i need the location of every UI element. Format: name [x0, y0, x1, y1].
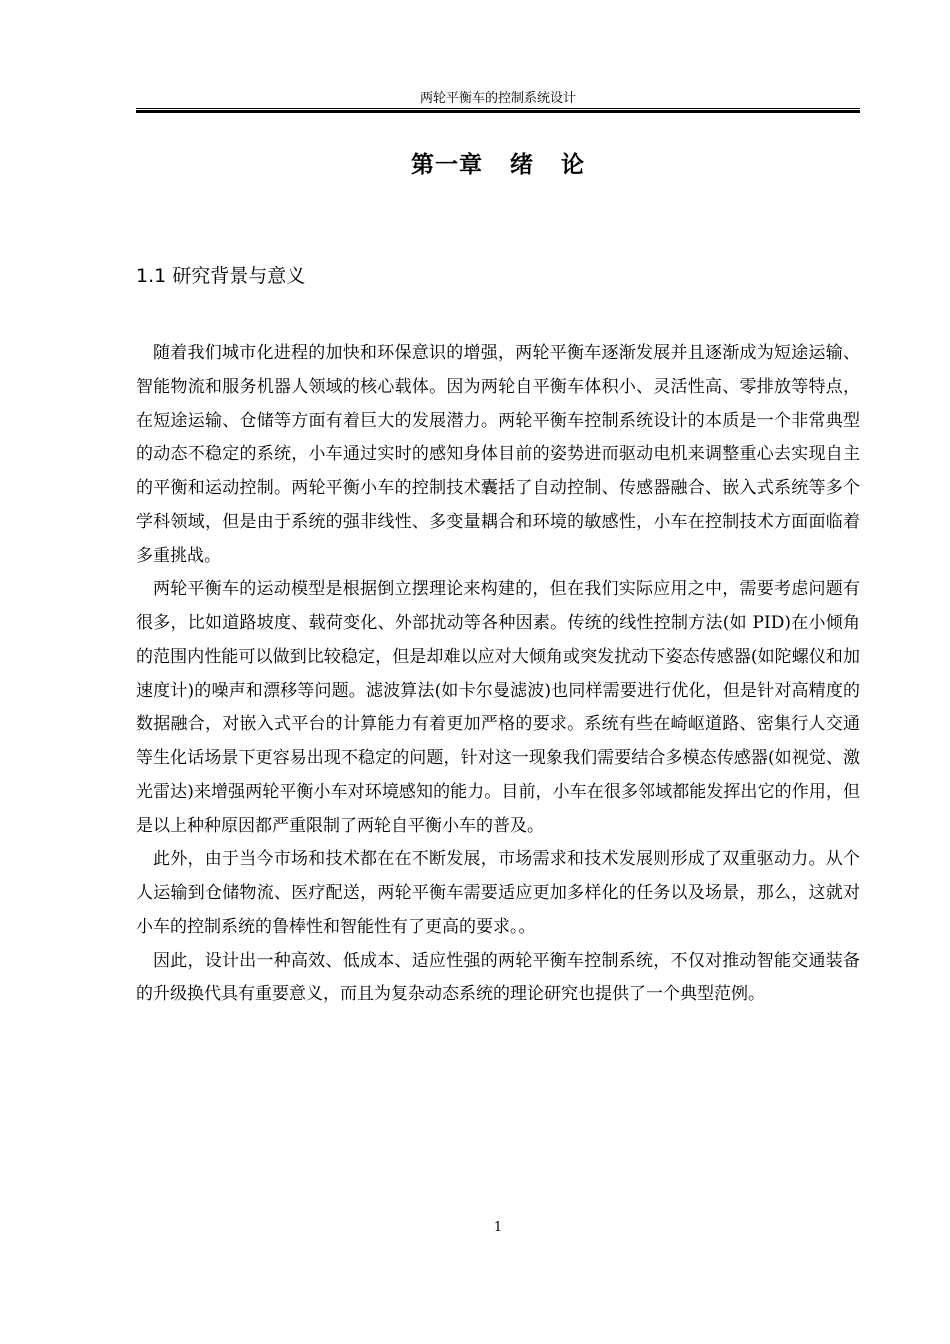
body-text [136, 337, 860, 1012]
paragraph: 此外，由于当今市场和技术都在在不断发展，市场需求和技术发展则形成了双重驱动力。从个人运输到仓储物流、医疗配送，两轮平衡车需要适应更加多样化的任务以及场景，那么，这就对小车的控制系统的鲁棒性和智能性有了更高的要求。。 [136, 849, 860, 937]
page-number: 1 [493, 1220, 503, 1235]
paragraph: 随着我们城市化进程的加快和环保意识的增强，两轮平衡车逐渐发展并且逐渐成为短途运输、智能物流和服务机器人领域的核心载体。因为两轮自平衡车体积小、灵活性高、零排放等特点，在短途运输、仓储等方面有着巨大的发展潜力。两轮平衡车控制系统设计的本质是一个非常典型的动态不稳定的系统，小车通过实时的感知身体目前的姿势进而驱动电机来调整重心去实现自主的平衡和运动控制。两轮平衡小车的控制技术囊括了自动控制、传感器融合、嵌入式系统等多个学科领域，但是由于系统的强非线性、多变量耦合和环境的敏感性，小车在控制技术方面面临着多重挑战。 [136, 343, 860, 566]
chapter-title: 第一章 绪 论 [410, 152, 586, 178]
running-header: 两轮平衡车的控制系统设计 [419, 91, 576, 106]
paragraph: 因此，设计出一种高效、低成本、适应性强的两轮平衡车控制系统，不仅对推动智能交通装备的升级换代具有重要意义，而且为复杂动态系统的理论研究也提供了一个典型范例。 [136, 950, 860, 1005]
header-rule [136, 108, 860, 113]
paragraph: 两轮平衡车的运动模型是根据倒立摆理论来构建的，但在我们实际应用之中，需要考虑问题有很多，比如道路坡度、载荷变化、外部扰动等各种因素。传统的线性控制方法(如 PID)在小倾角的范围内性能可以做到比较稳定，但是却难以应对大倾角或突发扰动下姿态传感器(如陀螺仪和加速度计)的噪声和漂移等问题。滤波算法(如卡尔曼滤波)也同样需要进行优化，但是针对高精度的数据融合，对嵌入式平台的计算能力有着更加严格的要求。系统有些在崎岖道路、密集行人交通等生化话场景下更容易出现不稳定的问题，针对这一现象我们需要结合多模态传感器(如视觉、激光雷达)来增强两轮平衡小车对环境感知的能力。目前，小车在很多邻域都能发挥出它的作用，但是以上种种原因都严重限制了两轮自平衡小车的普及。 [136, 579, 860, 836]
section-heading: 1.1 研究背景与意义 [136, 265, 306, 287]
